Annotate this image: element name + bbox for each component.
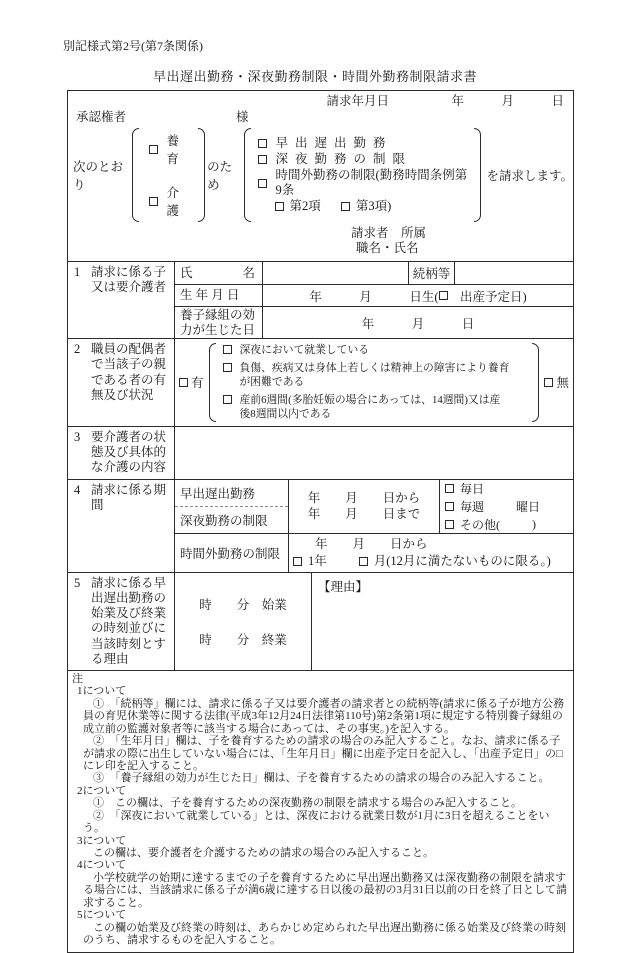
every-day-label: 毎日 bbox=[460, 481, 485, 496]
close-paren-icon bbox=[198, 128, 205, 222]
row-4-number: 4 bbox=[74, 482, 81, 497]
note-paragraph: ② 「生年月日」欄は、子を養育するための請求の場合のみ記入すること。なお、請求に係る子が請求の際に出生していない場合には、「生年月日」欄に出産予定日を記入し、「出産予定日」の□にレ印を記入すること。 bbox=[83, 735, 563, 773]
option-night-employed[interactable] bbox=[223, 343, 526, 358]
option-night-work-limit-label: 深夜勤務の制限 bbox=[275, 152, 413, 166]
note-paragraph: この欄は、要介護者を介護するための請求の場合のみ記入すること。 bbox=[93, 846, 434, 859]
option-nursing-care-label: 介護 bbox=[166, 186, 179, 218]
night-limit-label: 深夜勤務の制限 bbox=[180, 513, 268, 528]
option-other[interactable] bbox=[445, 516, 573, 533]
request-statement bbox=[73, 127, 573, 223]
row-5-content bbox=[175, 573, 573, 671]
period-to-line: 年 月 日まで bbox=[307, 506, 421, 521]
note-heading-4: 4について bbox=[77, 859, 127, 872]
option-night-work-limit[interactable] bbox=[258, 152, 468, 167]
note-heading-2: 2について bbox=[77, 784, 127, 797]
shift-night-labels bbox=[175, 480, 289, 533]
row-1-subject bbox=[68, 261, 573, 338]
checkbox-injury-illness-icon[interactable] bbox=[223, 363, 232, 372]
option-childcare[interactable] bbox=[149, 131, 188, 167]
start-time-line: 時 分 始業 bbox=[199, 597, 287, 612]
row-1-header bbox=[68, 262, 175, 338]
row-4-content bbox=[175, 480, 573, 572]
spouse-yes-label: 有 bbox=[191, 376, 204, 391]
adoption-date-label: 養子縁組の効力が生じた日 bbox=[175, 307, 263, 338]
row-3-label: 要介護者の状態及び具体的な介護の内容 bbox=[91, 429, 167, 475]
reason-label: 【理由】 bbox=[318, 579, 369, 594]
row-3-number: 3 bbox=[74, 429, 81, 444]
care-condition-field[interactable] bbox=[175, 427, 573, 479]
clause-options bbox=[258, 199, 468, 214]
weekday-label: 曜日 bbox=[516, 499, 541, 514]
checkbox-one-year-icon[interactable] bbox=[293, 557, 302, 566]
row-4-period bbox=[68, 479, 573, 572]
note-paragraph: ① 「続柄等」欄には、請求に係る子又は要介護者の請求者との続柄等(請求に係る子が地方公務員の育児休業等に関する法律(平成3年12月24日法律第110号)第2条第1項に規定する特別養子縁組の成立前の監護対象者等に該当する場合にあっては、その事実。)を記入する。 bbox=[83, 697, 565, 735]
for-label: のため bbox=[207, 160, 233, 192]
every-week-label: 毎週 bbox=[460, 499, 485, 514]
row-4-label: 請求に係る期間 bbox=[91, 482, 167, 512]
checkbox-early-late-shift-icon[interactable] bbox=[258, 139, 267, 148]
row-1-label: 請求に係る子又は要介護者 bbox=[91, 265, 167, 295]
open-paren-icon bbox=[209, 343, 216, 422]
birthdate-label: 生 年 月 日 bbox=[175, 285, 263, 306]
option-overtime-limit[interactable] bbox=[258, 168, 468, 198]
row-4-header bbox=[68, 480, 175, 572]
reason-field[interactable] bbox=[312, 573, 573, 671]
end-time-line: 時 分 終業 bbox=[199, 632, 287, 647]
other-label: その他( bbox=[460, 517, 500, 532]
early-late-shift-label: 早出遅出勤務 bbox=[175, 480, 288, 507]
row-1-number: 1 bbox=[74, 265, 81, 279]
checkbox-prenatal-postnatal-icon[interactable] bbox=[223, 395, 232, 404]
approver-honorific: 様 bbox=[236, 110, 249, 124]
row-5-label: 請求に係る早出遅出勤務の始業及び終業の時刻並びに当該時刻とする理由 bbox=[91, 575, 167, 666]
checkbox-spouse-no-icon[interactable] bbox=[544, 378, 553, 387]
closing-label: を請求します。 bbox=[486, 169, 573, 183]
row-5-header bbox=[68, 573, 175, 671]
note-paragraph: 小学校就学の始期に達するまでの子を養育するために早出遅出勤務又は深夜勤務の制限を請求する場合には、当該請求に係る子が満6歳に達する日以後の最初の3月31日以前の日を終了日として請求すること。 bbox=[83, 871, 567, 909]
option-early-late-shift[interactable] bbox=[258, 136, 468, 151]
adoption-subrow bbox=[175, 306, 573, 338]
option-prenatal-postnatal-label: 産前6週間(多胎妊娠の場合にあっては、14週間)又は産 後8週間以内である bbox=[239, 393, 501, 421]
option-nursing-care[interactable] bbox=[149, 183, 188, 219]
adoption-date-field[interactable]: 年 月 日 bbox=[361, 316, 475, 331]
option-overtime-limit-label: 時間外勤務の制限(勤務時間条例第9条 bbox=[275, 168, 468, 197]
row-1-content bbox=[175, 262, 573, 338]
other-close-paren: ) bbox=[532, 516, 536, 531]
checkbox-night-work-limit-icon[interactable] bbox=[258, 155, 267, 164]
period-dates-field[interactable] bbox=[289, 480, 440, 533]
checkbox-clause-3-icon[interactable] bbox=[341, 202, 350, 211]
row-2-label: 職員の配偶者で当該子の親である者の有無及び状況 bbox=[91, 342, 167, 402]
checkbox-months-icon[interactable] bbox=[359, 557, 368, 566]
row-5-shift-times bbox=[68, 572, 573, 671]
note-paragraph: ② 「深夜において就業している」とは、深夜における就業日数が1月に3日を超えることをいう。 bbox=[83, 809, 550, 835]
form-table bbox=[67, 90, 574, 953]
relation-field[interactable] bbox=[455, 262, 573, 284]
expected-birth-date-label: 出産予定日) bbox=[447, 289, 527, 304]
page-title: 早出遅出勤務・深夜勤務制限・時間外勤務制限請求書 bbox=[152, 69, 477, 84]
row-3-care-condition bbox=[68, 426, 573, 479]
notes-section bbox=[68, 670, 573, 952]
shift-time-fields[interactable] bbox=[175, 573, 312, 671]
checkbox-other-icon[interactable] bbox=[445, 520, 454, 529]
checkbox-every-day-icon[interactable] bbox=[445, 484, 454, 493]
name-subrow bbox=[175, 262, 573, 284]
open-paren-icon bbox=[244, 128, 251, 222]
row-2-spouse-status bbox=[68, 338, 573, 426]
preamble-section bbox=[68, 91, 573, 261]
option-childcare-label: 養育 bbox=[166, 134, 179, 166]
form-number: 別記様式第2号(第7条関係) bbox=[63, 39, 203, 53]
note-heading-5: 5について bbox=[77, 909, 127, 922]
care-type-options bbox=[142, 127, 195, 223]
clause-3-label: 第3項) bbox=[355, 199, 392, 213]
spouse-status-options bbox=[222, 342, 527, 423]
relation-label: 続柄等 bbox=[408, 262, 455, 284]
note-paragraph: ① この欄は、子を養育するための深夜勤務の制限を請求する場合のみ記入すること。 bbox=[93, 797, 522, 810]
birthdate-field[interactable] bbox=[263, 285, 573, 306]
overtime-period-field bbox=[289, 534, 573, 572]
option-injury-illness[interactable] bbox=[223, 361, 526, 390]
close-paren-icon bbox=[532, 343, 539, 422]
overtime-limit-label: 時間外勤務の制限 bbox=[175, 534, 289, 572]
option-every-week[interactable] bbox=[445, 498, 573, 515]
approver-label: 承認権者 bbox=[76, 110, 127, 124]
row-3-header bbox=[68, 427, 175, 479]
intro-label: 次のとおり bbox=[73, 160, 124, 192]
name-field[interactable] bbox=[263, 262, 408, 284]
row-2-content bbox=[175, 339, 573, 426]
row-2-header bbox=[68, 339, 175, 426]
requester-affiliation-line: 請求者 所属 bbox=[351, 226, 427, 240]
note-heading-1: 1について bbox=[77, 685, 127, 698]
note-paragraph: ③ 「養子縁組の効力が生じた日」欄は、子を養育するための請求の場合のみ記入すること。 bbox=[93, 772, 550, 785]
option-injury-illness-label: 負傷、疾病又は身体上若しくは精神上の障害により養育 が困難である bbox=[239, 361, 510, 389]
row-2-number: 2 bbox=[74, 342, 81, 356]
checkbox-every-week-icon[interactable] bbox=[445, 502, 454, 511]
one-year-label: 1年 bbox=[308, 553, 327, 568]
checkbox-nursing-care-icon[interactable] bbox=[149, 197, 158, 206]
months-label: 月(12月に満たないものに限る。) bbox=[373, 553, 551, 568]
option-every-day[interactable] bbox=[445, 480, 573, 497]
birthdate-placeholder: 年 月 日生( bbox=[309, 289, 439, 304]
note-paragraph: この欄の始業及び終業の時刻は、あらかじめ定められた早出遅出勤務に係る始業及び終業の時刻のうち、請求するものを記入すること。 bbox=[83, 921, 566, 946]
close-paren-icon bbox=[474, 128, 481, 222]
overtime-from-line[interactable]: 年 月 日から bbox=[315, 536, 428, 551]
option-early-late-shift-label: 早出遅出勤務 bbox=[275, 136, 393, 150]
checkbox-expected-birth-date-icon[interactable] bbox=[439, 291, 448, 300]
note-heading-3: 3について bbox=[77, 834, 127, 847]
spouse-no-option[interactable] bbox=[544, 373, 569, 391]
frequency-options bbox=[440, 480, 573, 533]
checkbox-spouse-yes-icon[interactable] bbox=[179, 378, 188, 387]
checkbox-childcare-icon[interactable] bbox=[149, 145, 158, 154]
name-label: 氏 名 bbox=[175, 262, 263, 284]
option-prenatal-postnatal[interactable] bbox=[223, 393, 526, 422]
request-type-options bbox=[254, 134, 472, 216]
checkbox-night-employed-icon[interactable] bbox=[223, 345, 232, 354]
overtime-period bbox=[175, 534, 573, 572]
checkbox-overtime-limit-icon[interactable] bbox=[258, 179, 267, 188]
spouse-yes-option[interactable] bbox=[179, 373, 204, 391]
approver-line bbox=[68, 109, 573, 125]
shift-night-period bbox=[175, 480, 573, 534]
option-night-employed-label: 深夜において就業している bbox=[239, 344, 370, 356]
checkbox-clause-2-icon[interactable] bbox=[275, 202, 284, 211]
open-paren-icon bbox=[132, 128, 139, 222]
period-from-line: 年 月 日から bbox=[307, 490, 421, 505]
notes-title: 注 bbox=[72, 673, 83, 686]
request-date-line: 請求年月日 年 月 日 bbox=[326, 94, 564, 108]
birthdate-subrow bbox=[175, 284, 573, 306]
overtime-duration-options bbox=[293, 554, 569, 569]
clause-2-label: 第2項 bbox=[289, 199, 321, 213]
row-5-number: 5 bbox=[74, 575, 81, 590]
position-name-line: 職名・氏名 bbox=[356, 241, 419, 255]
spouse-no-label: 無 bbox=[556, 376, 569, 391]
